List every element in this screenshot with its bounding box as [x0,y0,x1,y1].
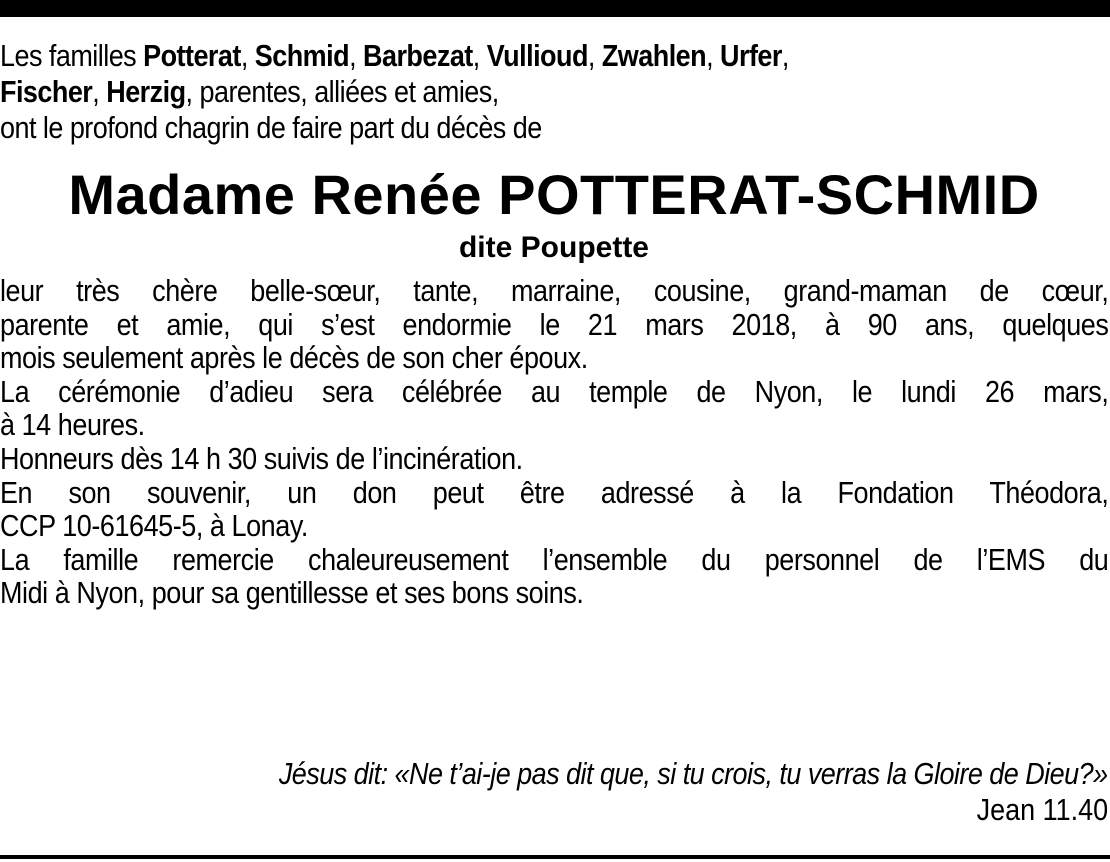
body-line: leur très chère belle-sœur, tante, marraine, cousine, grand-maman de cœur, [0,273,1109,308]
family-name: Urfer [720,38,782,73]
body-line: parente et amie, qui s’est endormie le 21 mars 2018, à 90 ans, quelques [0,306,1109,342]
family-name: Fischer [0,74,93,109]
intro-suffix: , parentes, alliées et amies, [185,74,499,109]
bible-reference [0,793,1108,827]
body-line: CCP 10-61645-5, à Lonay. [0,508,308,544]
family-name: Zwahlen [601,38,707,73]
deceased-nickname: dite Poupette [458,231,649,264]
bottom-rule [0,855,1110,859]
family-name: Vullioud [486,38,588,73]
body-line: En son souvenir, un don peut être adressé à la Fondation Théodora, [0,474,1109,510]
obituary-notice [0,38,1108,610]
intro-line-1: Les familles Potterat, Schmid, Barbezat, Vullioud, Zwahlen, Urfer, [0,38,789,73]
intro-line-2: Fischer, Herzig, parentes, alliées et amies, [0,74,499,109]
body-line: La famille remercie chaleureusement l’ensemble du personnel de l’EMS du [0,541,1109,577]
obituary-body [0,274,1108,610]
family-name: Schmid [254,38,350,73]
intro-line-3: ont le profond chagrin de faire part du décès de [0,110,542,145]
body-line: Midi à Nyon, pour sa gentillesse et ses bons soins. [0,575,584,611]
bible-reference-text: Jean 11.40 [976,792,1108,827]
family-name: Barbezat [363,38,473,73]
top-rule [0,0,1110,17]
bible-quote [0,757,1108,791]
deceased-name: Madame Renée POTTERAT-SCHMID [68,163,1040,226]
body-line: La cérémonie d’adieu sera célébrée au temple de Nyon, le lundi 26 mars, [0,373,1109,409]
intro-prefix: Les familles [0,38,144,73]
family-name: Herzig [106,74,186,109]
body-line: Honneurs dès 14 h 30 suivis de l’incinération. [0,440,523,476]
bible-quote-text: Jésus dit: «Ne t’ai-je pas dit que, si tu crois, tu verras la Gloire de Dieu?» [279,756,1108,791]
intro-paragraph [0,38,1108,146]
body-line: à 14 heures. [0,407,145,443]
family-name: Potterat [143,38,241,73]
body-line: mois seulement après le décès de son cher époux. [0,340,588,376]
